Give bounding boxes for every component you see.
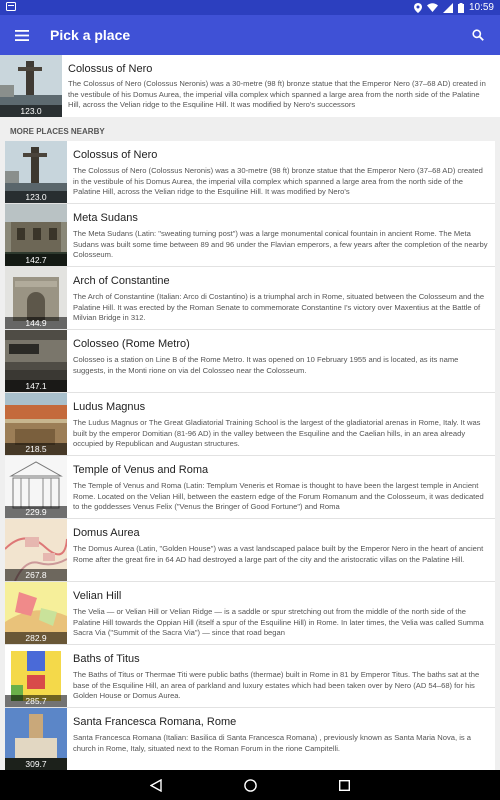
list-item[interactable] xyxy=(5,519,495,582)
place-title: Santa Francesca Romana, Rome xyxy=(73,716,237,728)
place-thumbnail xyxy=(5,456,67,518)
place-thumbnail xyxy=(5,330,67,392)
place-thumbnail xyxy=(5,645,67,707)
list-item[interactable] xyxy=(5,393,495,456)
place-description: The Baths of Titus or Thermae Titi were public baths (thermae) built in Rome in 81 by Emperor Titus. The baths sat at the base of the Esquiline Hill, an area of parkland and luxury estates which had been taken over by Nero (AD 54–68) for his Golden House or Domus Aurea. xyxy=(73,670,480,700)
recents-button[interactable] xyxy=(332,773,356,797)
place-thumbnail xyxy=(0,55,62,117)
place-title: Domus Aurea xyxy=(73,527,140,539)
place-description: Santa Francesca Romana (Italian: Basilica di Santa Francesca Romana) , previously known as Santa Maria Nova, is a church in Rome, Italy, situated next to the Roman Forum in the rione Campitelli. xyxy=(73,733,472,753)
list-item[interactable] xyxy=(5,456,495,519)
back-button[interactable] xyxy=(144,773,168,797)
page-title: Pick a place xyxy=(50,27,131,43)
place-description: The Colossus of Nero (Colossus Neronis) was a 30-metre (98 ft) bronze statue that the Emperor Nero (37–68 AD) created in the vestibule of his Domus Aurea, the imperial villa complex which spanned a large area from the north side of the Palatine Hill, across the Velian ridge to the Esquiline Hill. It was modified by Nero's xyxy=(73,166,483,196)
place-title: Arch of Constantine xyxy=(73,275,170,287)
section-header: MORE PLACES NEARBY xyxy=(0,122,500,140)
status-bar xyxy=(0,0,500,15)
place-distance: 144.9 xyxy=(5,317,67,329)
app-bar xyxy=(0,15,500,55)
place-description: The Arch of Constantine (Italian: Arco di Costantino) is a triumphal arch in Rome, situated between the Colosseum and the Palatine Hill. It was erected by the Roman Senate to commemorate Constantine I's victory over Maxentius at the Battle of Milvian Bridge in 312. xyxy=(73,292,485,322)
place-distance: 123.0 xyxy=(5,191,67,203)
place-thumbnail xyxy=(5,204,67,266)
place-title: Colossus of Nero xyxy=(73,149,158,161)
wifi-icon xyxy=(427,3,438,12)
place-description: The Ludus Magnus or The Great Gladiatorial Training School is the largest of the gladiatorial arenas in Rome, Italy. It was built by the emperor Domitian (81-96 AD) in the valley between the Esquiline and the Caelian hills, in an area already occupied by Republican and Augustan structures. xyxy=(73,418,481,448)
place-thumbnail xyxy=(5,708,67,770)
home-button[interactable] xyxy=(238,773,262,797)
place-title: Baths of Titus xyxy=(73,653,140,665)
notification-icon xyxy=(6,2,16,14)
place-thumbnail xyxy=(5,519,67,581)
place-title: Ludus Magnus xyxy=(73,401,146,413)
current-place[interactable] xyxy=(0,55,500,117)
place-distance: 309.7 xyxy=(5,758,67,770)
place-distance: 267.8 xyxy=(5,569,67,581)
list-item[interactable] xyxy=(5,141,495,204)
place-description: The Meta Sudans (Latin: "sweating turning post") was a large monumental conical fountain in ancient Rome. The Meta Sudans was built some time between 89 and 96 under the Flavian emperors, a few years after the completion of the nearby Colosseum. xyxy=(73,229,488,259)
back-icon xyxy=(150,779,162,792)
place-distance: 229.9 xyxy=(5,506,67,518)
battery-icon xyxy=(458,3,464,13)
list-item[interactable] xyxy=(5,582,495,645)
list-item[interactable] xyxy=(5,267,495,330)
place-distance: 285.7 xyxy=(5,695,67,707)
place-thumbnail xyxy=(5,393,67,455)
place-distance: 282.9 xyxy=(5,632,67,644)
place-distance: 147.1 xyxy=(5,380,67,392)
place-title: Colossus of Nero xyxy=(68,63,153,75)
navigation-bar xyxy=(0,770,500,800)
place-description: The Domus Aurea (Latin, "Golden House") was a vast landscaped palace built by the Emperor Nero in the heart of ancient Rome after the great fire in 64 AD had destroyed a large part of the city and the aristocratic villas on the Palatine Hill. xyxy=(73,544,484,564)
place-distance: 142.7 xyxy=(5,254,67,266)
place-description: The Colossus of Nero (Colossus Neronis) was a 30-metre (98 ft) bronze statue that the Emperor Nero (37–68 AD) created in the vestibule of his Domus Aurea, the imperial villa complex which spanned a large area from the north side of the Palatine Hill, across the Velian ridge to the Esquiline Hill. It was modified by Nero's successors xyxy=(68,79,486,109)
place-description: The Temple of Venus and Roma (Latin: Templum Veneris et Romae is thought to have been the largest temple in Ancient Rome. Located on the Velian Hill, between the eastern edge of the Forum Romanum and the Colosseum, it was dedicated to the goddesses Venus Felix ("Venus the Bringer of Good Fortune") and Roma xyxy=(73,481,484,511)
place-description: Colosseo is a station on Line B of the Rome Metro. It was opened on 10 February 1955 and is located, as its name suggests, in the Monti rione on via del Colosseo near the Colosseum. xyxy=(73,355,459,375)
place-distance: 123.0 xyxy=(0,105,62,117)
place-title: Colosseo (Rome Metro) xyxy=(73,338,190,350)
place-description: The Velia — or Velian Hill or Velian Ridge — is a saddle or spur stretching out from the middle of the north side of the Palatine Hill towards the Oppian Hill (itself a spur of the Esquiline Hill) in Rome. In later times, the Velia was called Summa Sacra Via ("Summit of the Sacra Via") — since that road began xyxy=(73,607,484,637)
menu-icon xyxy=(15,30,29,41)
list-item[interactable] xyxy=(5,708,495,770)
place-title: Temple of Venus and Roma xyxy=(73,464,209,476)
place-title: Velian Hill xyxy=(73,590,122,602)
signal-icon xyxy=(443,3,453,13)
list-item[interactable] xyxy=(5,204,495,267)
location-icon xyxy=(414,3,422,13)
home-icon xyxy=(244,779,257,792)
place-thumbnail xyxy=(5,582,67,644)
status-icons xyxy=(414,2,494,13)
list-item[interactable] xyxy=(5,330,495,393)
recents-icon xyxy=(339,780,350,791)
status-time: 10:59 xyxy=(468,2,494,13)
place-thumbnail xyxy=(5,267,67,329)
place-title: Meta Sudans xyxy=(73,212,138,224)
nearby-places-list[interactable] xyxy=(5,141,495,770)
place-thumbnail xyxy=(5,141,67,203)
place-distance: 218.5 xyxy=(5,443,67,455)
search-button[interactable] xyxy=(456,15,500,55)
search-icon xyxy=(472,29,484,41)
menu-button[interactable] xyxy=(0,15,44,55)
list-item[interactable] xyxy=(5,645,495,708)
